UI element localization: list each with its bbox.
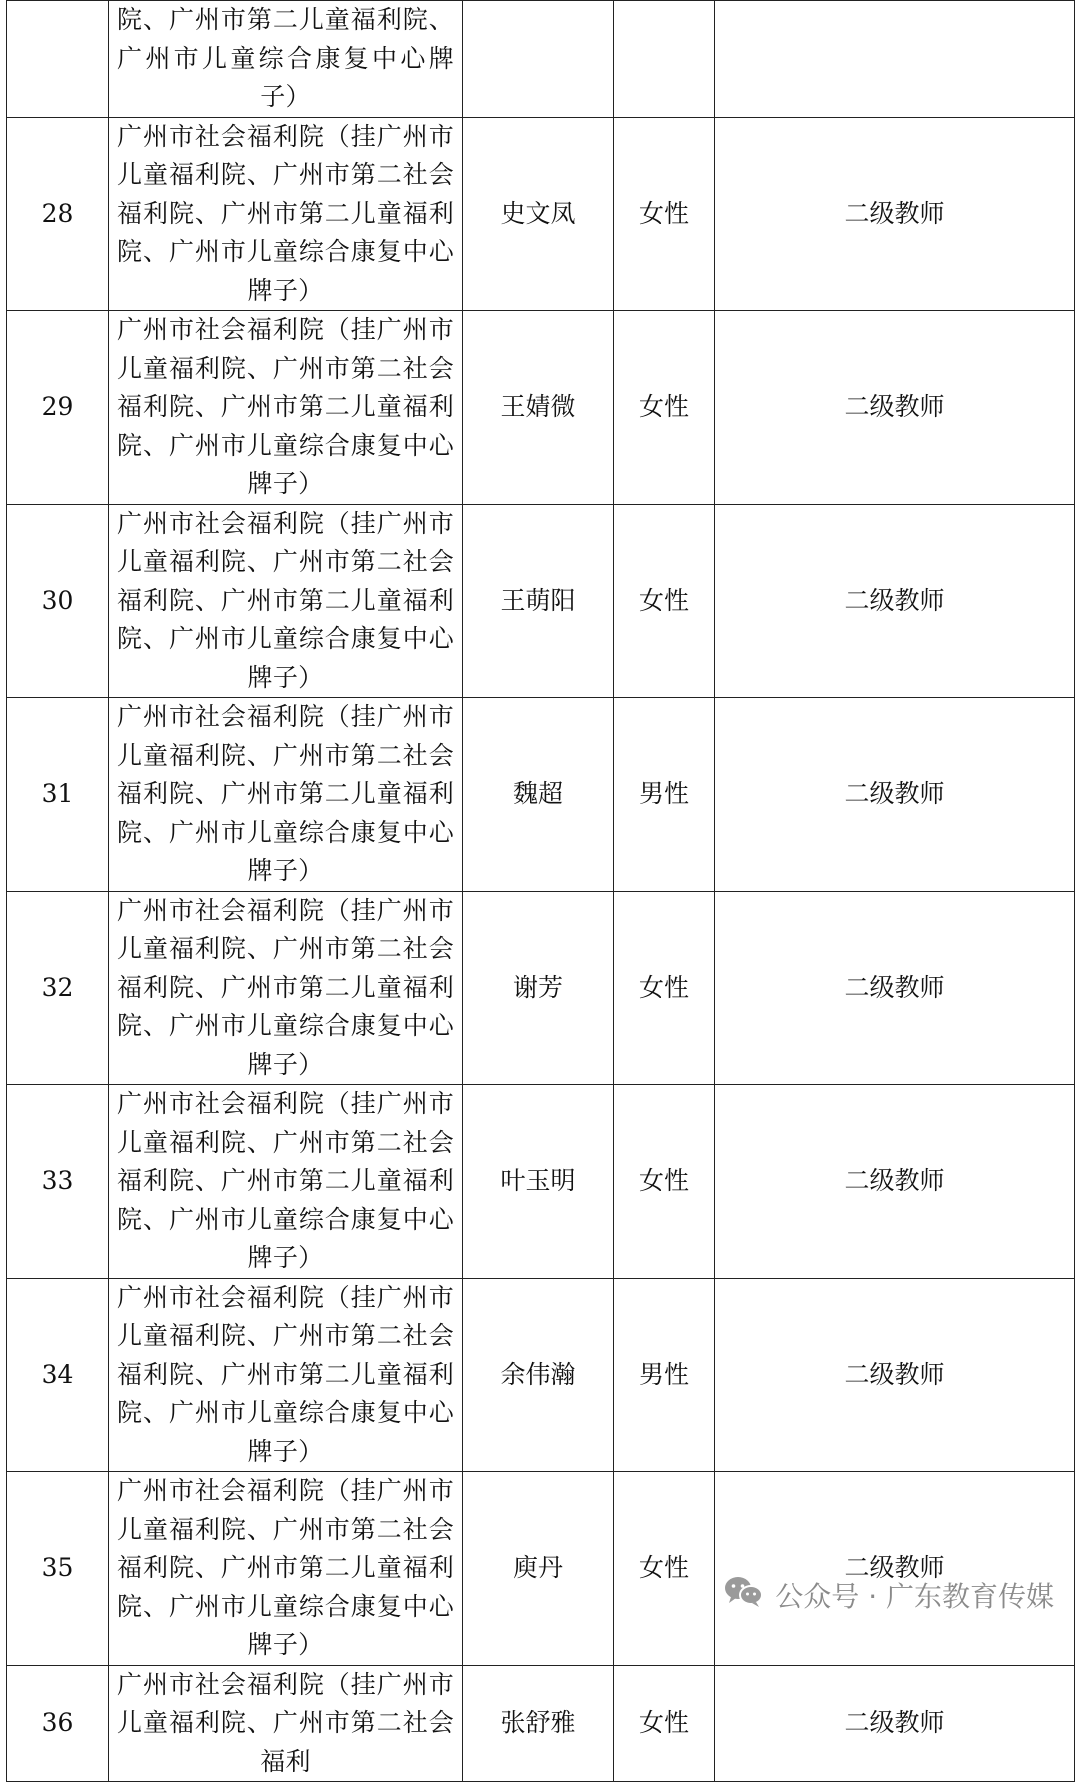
cell-unit: 广州市社会福利院（挂广州市儿童福利院、广州市第二社会福利 (109, 1665, 463, 1782)
cell-title (715, 1, 1075, 118)
table-row (7, 504, 1075, 698)
cell-gender: 女性 (614, 311, 715, 505)
cell-title: 二级教师 (715, 1085, 1075, 1279)
cell-no (7, 1, 109, 118)
cell-gender: 女性 (614, 891, 715, 1085)
cell-no: 34 (7, 1278, 109, 1472)
cell-title: 二级教师 (715, 117, 1075, 311)
table-row (7, 1665, 1075, 1782)
cell-gender: 女性 (614, 1665, 715, 1782)
table-row (7, 311, 1075, 505)
cell-no: 28 (7, 117, 109, 311)
table-row-partial (7, 1, 1075, 118)
table-row (7, 891, 1075, 1085)
cell-no: 36 (7, 1665, 109, 1782)
cell-gender: 男性 (614, 698, 715, 892)
cell-title: 二级教师 (715, 1665, 1075, 1782)
wechat-icon (723, 1574, 765, 1617)
cell-unit: 广州市社会福利院（挂广州市儿童福利院、广州市第二社会福利院、广州市第二儿童福利院、广州市儿童综合康复中心牌子） (109, 698, 463, 892)
cell-no: 31 (7, 698, 109, 892)
watermark-text: 公众号 · 广东教育传媒 (775, 1580, 1054, 1613)
table-row (7, 698, 1075, 892)
cell-unit: 广州市社会福利院（挂广州市儿童福利院、广州市第二社会福利院、广州市第二儿童福利院、广州市儿童综合康复中心牌子） (109, 891, 463, 1085)
cell-name: 余伟瀚 (463, 1278, 614, 1472)
watermark (723, 1575, 1054, 1615)
cell-title: 二级教师 (715, 311, 1075, 505)
cell-gender: 女性 (614, 504, 715, 698)
cell-gender: 女性 (614, 1085, 715, 1279)
cell-name: 庾丹 (463, 1472, 614, 1666)
cell-title: 二级教师 (715, 504, 1075, 698)
table-row (7, 1472, 1075, 1666)
cell-name: 魏超 (463, 698, 614, 892)
cell-title: 二级教师 (715, 1278, 1075, 1472)
cell-unit: 院、广州市第二儿童福利院、广州市儿童综合康复中心牌子） (109, 1, 463, 118)
cell-gender (614, 1, 715, 118)
cell-no: 30 (7, 504, 109, 698)
cell-gender: 男性 (614, 1278, 715, 1472)
table-row (7, 1278, 1075, 1472)
cell-title: 二级教师 (715, 1472, 1075, 1666)
cell-name (463, 1, 614, 118)
cell-unit: 广州市社会福利院（挂广州市儿童福利院、广州市第二社会福利院、广州市第二儿童福利院、广州市儿童综合康复中心牌子） (109, 1085, 463, 1279)
cell-title: 二级教师 (715, 698, 1075, 892)
table-row (7, 1085, 1075, 1279)
cell-no: 32 (7, 891, 109, 1085)
cell-name: 张舒雅 (463, 1665, 614, 1782)
roster-table (6, 0, 1075, 1782)
cell-unit: 广州市社会福利院（挂广州市儿童福利院、广州市第二社会福利院、广州市第二儿童福利院、广州市儿童综合康复中心牌子） (109, 117, 463, 311)
cell-no: 35 (7, 1472, 109, 1666)
cell-unit: 广州市社会福利院（挂广州市儿童福利院、广州市第二社会福利院、广州市第二儿童福利院、广州市儿童综合康复中心牌子） (109, 1278, 463, 1472)
cell-gender: 女性 (614, 117, 715, 311)
cell-name: 史文凤 (463, 117, 614, 311)
cell-name: 王婧微 (463, 311, 614, 505)
cell-name: 王萌阳 (463, 504, 614, 698)
table-row (7, 117, 1075, 311)
cell-no: 33 (7, 1085, 109, 1279)
cell-unit: 广州市社会福利院（挂广州市儿童福利院、广州市第二社会福利院、广州市第二儿童福利院、广州市儿童综合康复中心牌子） (109, 504, 463, 698)
cell-name: 谢芳 (463, 891, 614, 1085)
cell-gender: 女性 (614, 1472, 715, 1666)
cell-title: 二级教师 (715, 891, 1075, 1085)
cell-unit: 广州市社会福利院（挂广州市儿童福利院、广州市第二社会福利院、广州市第二儿童福利院、广州市儿童综合康复中心牌子） (109, 1472, 463, 1666)
cell-no: 29 (7, 311, 109, 505)
cell-name: 叶玉明 (463, 1085, 614, 1279)
cell-unit: 广州市社会福利院（挂广州市儿童福利院、广州市第二社会福利院、广州市第二儿童福利院、广州市儿童综合康复中心牌子） (109, 311, 463, 505)
